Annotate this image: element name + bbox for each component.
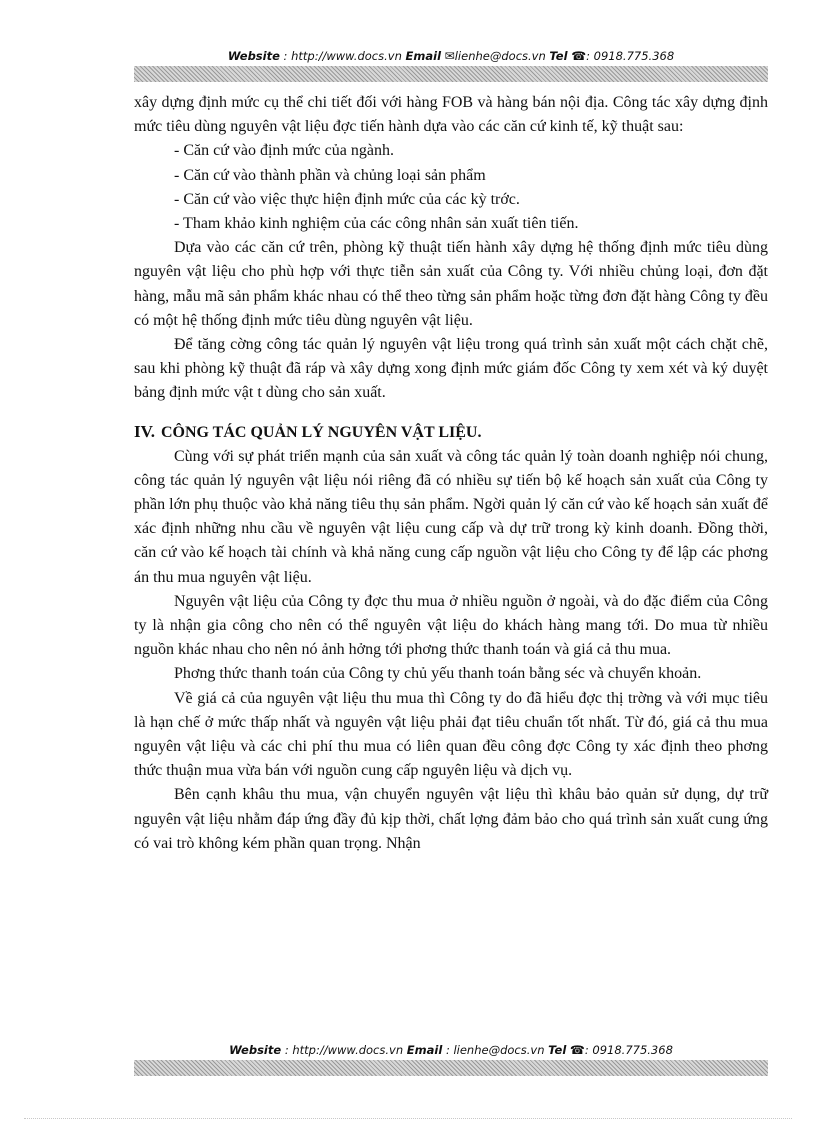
document-body [134, 91, 768, 856]
paragraph: Nguyên vật liệu của Công ty đợc thu mua ở nhiều nguồn ở ngoài, và do đặc điểm của Công ty là nhận gia công cho nên có thể nguyên vật liệu do khách hàng mang tới. Do mua từ nhiều nguồn khác nhau cho nên nó ảnh hởng tới phơng thức thanh toán và giá cả thu mua. [134, 592, 768, 659]
footer-hatch-band [134, 1060, 768, 1076]
phone-icon: ☎ [571, 49, 587, 63]
tel-number: : 0918.775.368 [584, 1043, 673, 1057]
tel-label: Tel [549, 49, 568, 63]
email-label: Email [405, 49, 442, 63]
section-heading [134, 420, 768, 445]
phone-icon: ☎ [569, 1043, 585, 1057]
section-number: IV. [134, 421, 155, 441]
website-url[interactable]: http://www.docs.vn [291, 49, 402, 63]
list-item: - Căn cứ vào thành phần và chủng loại sản phẩm [174, 166, 486, 184]
mail-icon: ✉ [444, 49, 455, 63]
header-hatch-band [134, 66, 768, 82]
email-label: Email [406, 1043, 443, 1057]
list-item: - Căn cứ vào việc thực hiện định mức của các kỳ trớc. [174, 190, 520, 208]
email-address[interactable]: lienhe@docs.vn [454, 49, 546, 63]
paragraph: Phơng thức thanh toán của Công ty chủ yếu thanh toán bằng séc và chuyển khoản. [174, 665, 702, 683]
website-label: Website [227, 49, 280, 63]
tel-number: : 0918.775.368 [586, 49, 675, 63]
page-footer: Website : http://www.docs.vn Email : lienhe@docs.vn Tel ☎: 0918.775.368 [229, 1043, 673, 1057]
paragraph: xây dựng định mức cụ thể chi tiết đối với hàng FOB và hàng bán nội địa. Công tác xây dựng định mức tiêu dùng nguyên vật liệu đợc tiến hành dựa vào các căn cứ kinh tế, kỹ thuật sau: [134, 94, 768, 136]
page-header-top: Website : http://www.docs.vn Email ✉lienhe@docs.vn Tel ☎: 0918.775.368 [227, 49, 675, 63]
website-url[interactable]: http://www.docs.vn [292, 1043, 404, 1057]
list-item: - Căn cứ vào định mức của ngành. [174, 142, 394, 160]
paragraph: Bên cạnh khâu thu mua, vận chuyển nguyên vật liệu thì khâu bảo quản sử dụng, dự trữ nguyên vật liệu nhằm đáp ứng đầy đủ kịp thời, chất lợng đảm bảo cho quá trình sản xuất cung ứng có vai trò không kém phần quan trọng. Nhận [134, 786, 768, 852]
paragraph: Dựa vào các căn cứ trên, phòng kỹ thuật tiến hành xây dựng hệ thống định mức tiêu dùng nguyên vật liệu cho phù hợp với thực tiễn sản xuất của Công ty. Với nhiều chủng loại, đơn đặt hàng, mẫu mã sản phẩm khác nhau có thể theo từng sản phẩm hoặc từng đơn đặt hàng Công ty đều có một hệ thống định mức tiêu dùng nguyên vật liệu. [134, 239, 768, 329]
paragraph: Về giá cả của nguyên vật liệu thu mua thì Công ty do đã hiểu đợc thị trờng và với mục tiêu là hạn chế ở mức thấp nhất và nguyên vật liệu phải đạt tiêu chuẩn tốt nhất. Từ đó, giá cả thu mua nguyên vật liệu và các chi phí thu mua có liên quan đều công đợc Công ty xác định theo phơng thức thuận mua vừa bán với nguồn cung cấp nguyên liệu và dịch vụ. [134, 689, 768, 780]
section-title: CÔNG TÁC QUẢN LÝ NGUYÊN VẬT LIỆU. [160, 423, 482, 441]
page-edge-divider [24, 1118, 792, 1119]
website-label: Website [229, 1043, 282, 1057]
tel-label: Tel [548, 1043, 567, 1057]
list-item: - Tham khảo kinh nghiệm của các công nhân sản xuất tiên tiến. [174, 215, 579, 233]
email-address[interactable]: : lienhe@docs.vn [445, 1043, 545, 1057]
paragraph: Để tăng cờng công tác quản lý nguyên vật liệu trong quá trình sản xuất một cách chặt chẽ, sau khi phòng kỹ thuật đã ráp và xây dựng xong định mức giám đốc Công ty xem xét và ký duyệt bảng định mức vật t dùng cho sản xuất. [134, 336, 768, 402]
paragraph: Cùng với sự phát triển mạnh của sản xuất và công tác quản lý toàn doanh nghiệp nói chung, công tác quản lý nguyên vật liệu nói riêng đã có nhiều sự tiến bộ kế hoạch sản xuất của Công ty phần lớn phụ thuộc vào khả năng tiêu thụ sản phẩm. Ngời quản lý căn cứ vào kế hoạch sản xuất để xác định những nhu cầu về nguyên vật liệu cung cấp và dự trữ trong kỳ kinh doanh. Đồng thời, căn cứ vào kế hoạch tài chính và khả năng cung cấp nguồn vật liệu cho Công ty để lập các phơng án thu mua nguyên vật liệu. [134, 447, 768, 586]
